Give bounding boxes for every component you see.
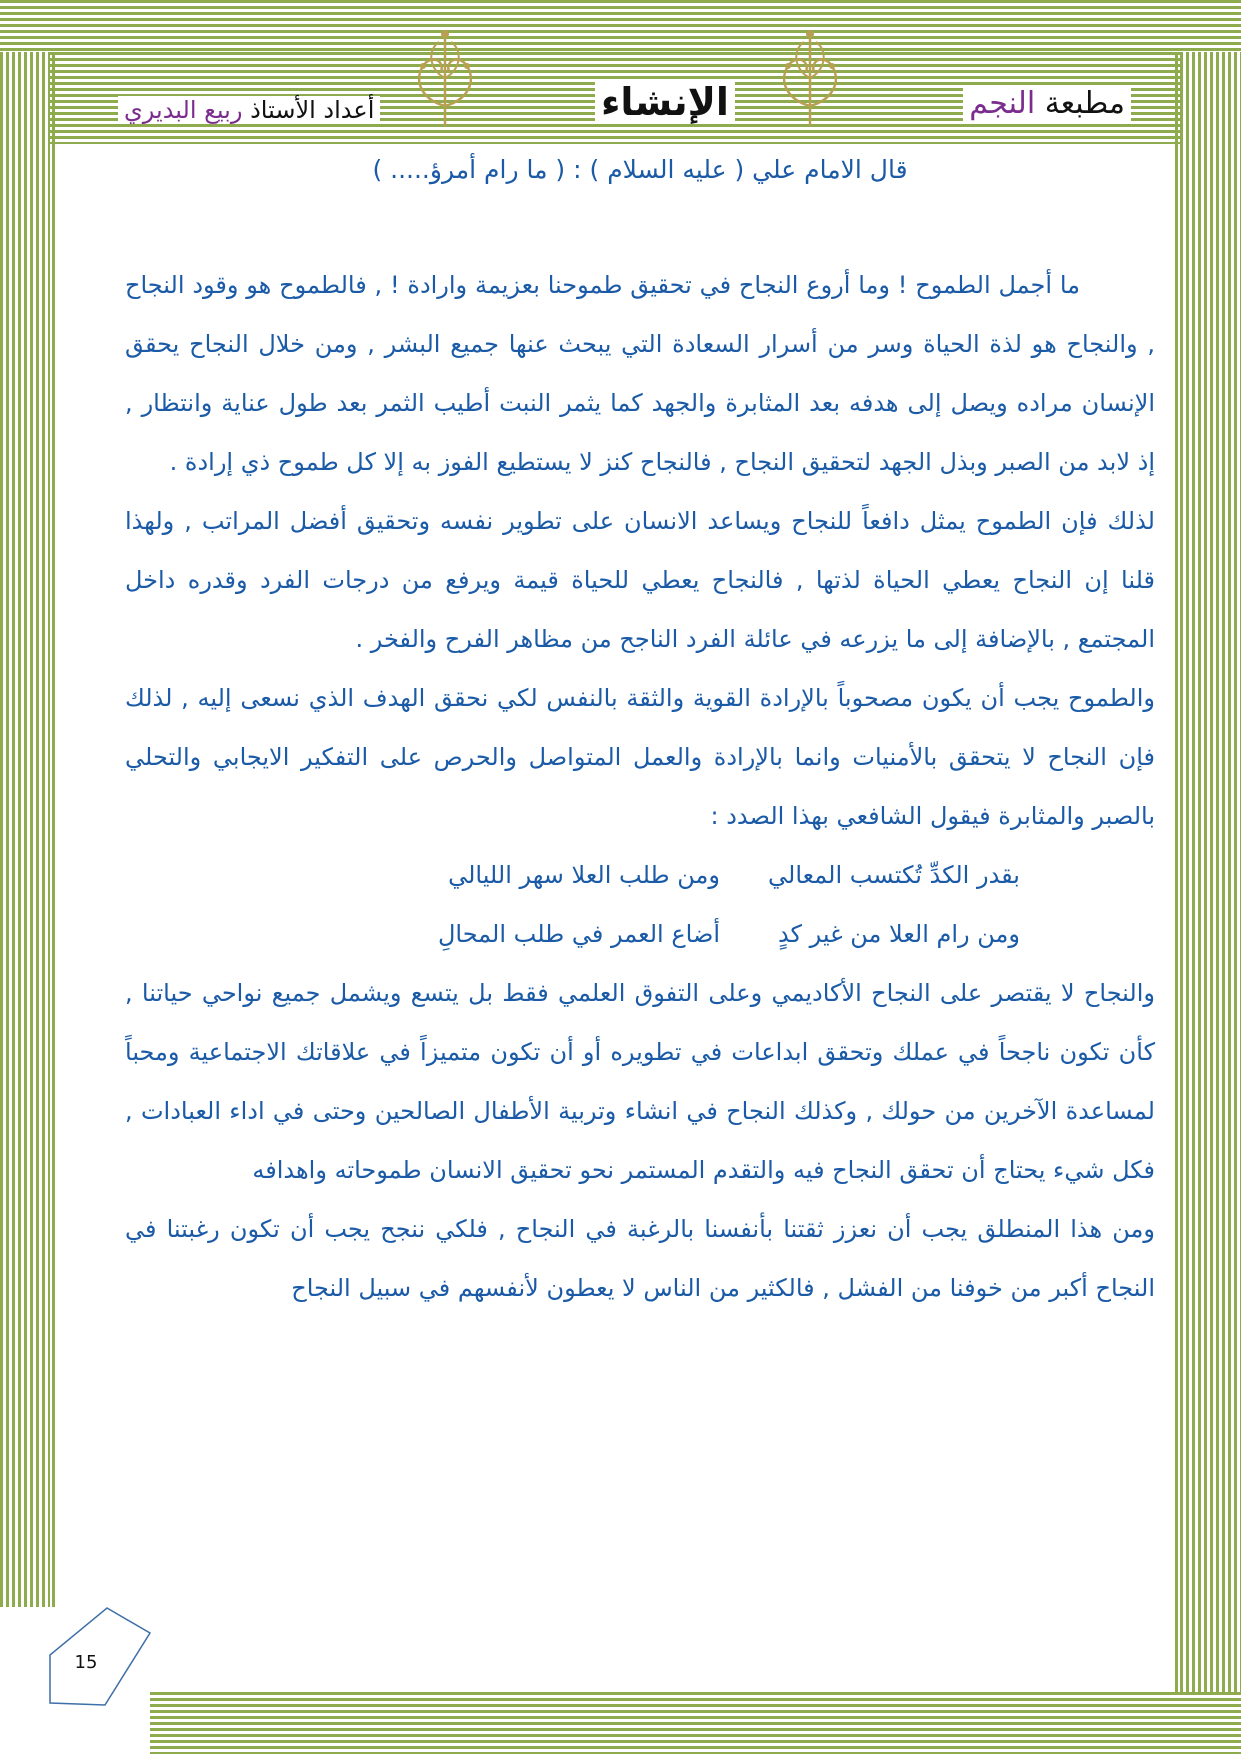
floral-ornament-icon xyxy=(770,26,850,126)
press-name: النجم xyxy=(969,86,1036,121)
verse-2-second: أضاع العمر في طلب المحالِ xyxy=(437,920,720,948)
verse-line-1 xyxy=(125,846,1155,905)
paragraph-5: ومن هذا المنطلق يجب أن نعزز ثقتنا بأنفسنا بالرغبة في النجاح , فلكي ننجح يجب أن تكون رغبتنا في النجاح أكبر من خوفنا من الفشل , فالكثير من الناس لا يعطون لأنفسهم في سبيل النجاح xyxy=(125,1215,1155,1302)
page-number: 15 xyxy=(74,1652,98,1673)
quote-line: قال الامام علي ( عليه السلام ) : ( ما رام أمرؤ..... ) xyxy=(372,155,908,184)
left-inner-line xyxy=(52,52,55,1607)
verse-2-first: ومن رام العلا من غير كدٍ xyxy=(777,920,1020,948)
paragraph-3: والطموح يجب أن يكون مصحوباً بالإرادة القوية والثقة بالنفس لكي نحقق الهدف الذي نسعى إليه , لذلك فإن النجاح لا يتحقق بالأمنيات وانما بالإرادة والعمل المتواصل والحرص على التفكير الايجابي والتحلي بالصبر والمثابرة فيقول الشافعي بهذا الصدد : xyxy=(125,684,1155,830)
floral-ornament-icon xyxy=(405,26,485,126)
right-border xyxy=(1180,52,1241,1692)
paragraph-2: لذلك فإن الطموح يمثل دافعاً للنجاح ويساعد الانسان على تطوير نفسه وتحقيق أفضل المراتب , ولهذا قلنا إن النجاح يعطي الحياة لذتها , فالنجاح يعطي للحياة قيمة ويرفع من درجات الفرد وقدره داخل المجتمع , بالإضافة إلى ما يزرعه في عائلة الفرد الناجح من مظاهر الفرح والفخر . xyxy=(125,507,1155,653)
essay-content xyxy=(125,146,1155,1318)
bottom-border xyxy=(150,1692,1241,1754)
press-label xyxy=(963,86,1131,121)
verse-line-2 xyxy=(125,905,1155,964)
author-label xyxy=(118,96,380,124)
paragraph-4: والنجاح لا يقتصر على النجاح الأكاديمي وعلى التفوق العلمي فقط بل يتسع ويشمل جميع نواحي حياتنا , كأن تكون ناجحاً في عملك وتحقق ابداعات في تطويره أو أن تكون متميزاً في علاقاتك الاجتماعية ومحباً لمساعدة الآخرين من حولك , وكذلك النجاح في انشاء وتربية الأطفال الصالحين وحتى في اداء العبادات , فكل شيء يحتاج أن تحقق النجاح فيه والتقدم المستمر نحو تحقيق الانسان طموحاته واهدافه xyxy=(125,979,1155,1184)
top-border xyxy=(0,0,1241,52)
essay-body xyxy=(125,256,1155,846)
verse-1-second: ومن طلب العلا سهر الليالي xyxy=(448,861,720,889)
subject-title: الإنشاء xyxy=(595,80,735,124)
left-border xyxy=(0,52,50,1607)
press-prefix: مطبعة xyxy=(1044,86,1125,121)
verse-1-first: بقدر الكدِّ تُكتسب المعالي xyxy=(768,861,1020,889)
paragraph-1: ما أجمل الطموح ! وما أروع النجاح في تحقيق طموحنا بعزيمة وارادة ! , فالطموح هو وقود النجاح , والنجاح هو لذة الحياة وسر من أسرار السعادة التي يبحث عنها جميع البشر , ومن خلال النجاح يحقق الإنسان مراده ويصل إلى هدفه بعد المثابرة والجهد كما يثمر النبت أطيب الثمر بعد طول عناية وانتظار , إذ لابد من الصبر وبذل الجهد لتحقيق النجاح , فالنجاح كنز لا يستطيع الفوز به إلا كل طموح ذي إرادة . xyxy=(125,271,1155,476)
author-prefix: أعداد الأستاذ xyxy=(250,96,375,124)
author-name: ربيع البديري xyxy=(124,96,243,124)
essay-body-continued xyxy=(125,964,1155,1318)
right-inner-line xyxy=(1175,52,1178,1692)
